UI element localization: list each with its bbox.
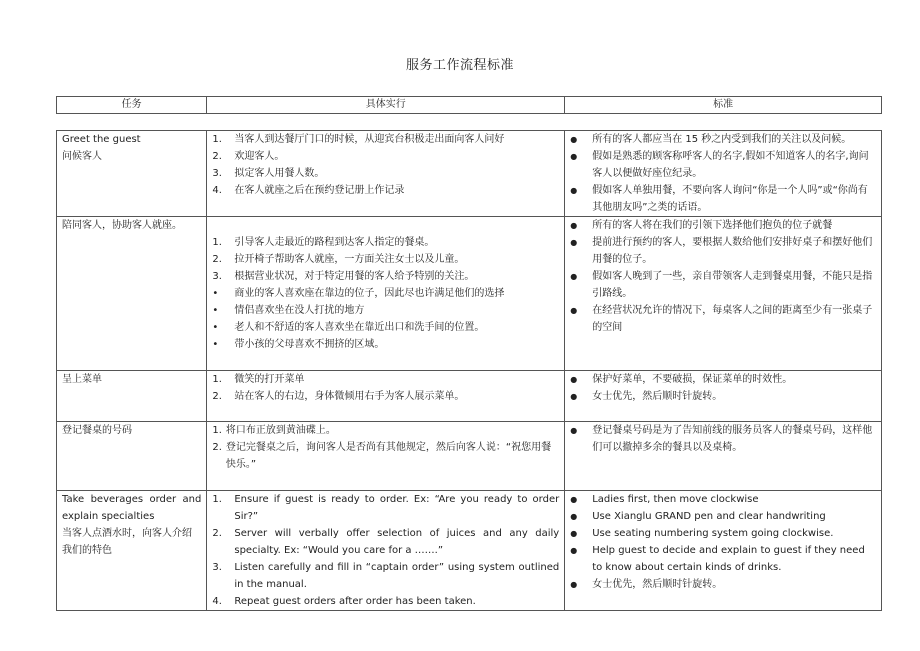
list-item: • 情侣喜欢坐在没人打扰的地方 <box>212 305 365 316</box>
bullet-icon <box>570 576 592 593</box>
list-item: ● Use seating numbering system going clockwise. <box>570 525 876 542</box>
list-item: • 商业的客人喜欢座在靠边的位子，因此尽也许满足他们的选择 <box>212 288 505 299</box>
bullet-icon <box>570 268 592 302</box>
list-item: 2. 站在客人的右边，身体微倾用右手为客人展示菜单。 <box>212 391 465 402</box>
list-item: ● 在经营状况允许的情况下，每桌客人之间的距离至少有一张桌子的空间 <box>570 302 876 336</box>
header-standard: 标准 <box>565 97 882 114</box>
document-title: 服务工作流程标准 <box>405 58 514 73</box>
list-item: 4. 在客人就座之后在预约登记册上作记录 <box>212 185 405 196</box>
list-item: ● 假如是熟悉的顾客称呼客人的名字,假如不知道客人的名字,询问客人以便做好座位纪录。 <box>570 148 876 182</box>
steps-cell <box>207 422 565 491</box>
list-item: ● 假如客人晚到了一些，亲自带领客人走到餐桌用餐，不能只是指引路线。 <box>570 268 876 302</box>
task-text: 陪同客人，协助客人就座。 <box>62 220 182 231</box>
task-cell <box>57 491 207 611</box>
header-table <box>56 96 882 114</box>
list-item: ● 提前进行预约的客人，要根据人数给他们安排好桌子和摆好他们用餐的位子。 <box>570 234 876 268</box>
list-item: ● Ladies first, then move clockwise <box>570 491 876 508</box>
task-text: 登记餐桌的号码 <box>62 425 132 436</box>
list-item: 1. Ensure if guest is ready to order. Ex: “Are you ready to order Sir?” <box>212 494 560 522</box>
standards-cell <box>565 422 882 491</box>
steps-cell <box>207 217 565 371</box>
bullet-icon <box>570 508 592 525</box>
list-item: 1. 将口布正放到黄油碟上。 <box>212 425 336 436</box>
procedure-table <box>56 130 882 611</box>
list-item: ● Use Xianglu GRAND pen and clear handwriting <box>570 508 876 525</box>
list-item: ● 所有的客人都应当在 15 秒之内受到我们的关注以及问候。 <box>570 131 876 148</box>
list-item: 1. 引导客人走最近的路程到达客人指定的餐桌。 <box>212 237 435 248</box>
task-text: 呈上菜单 <box>62 374 102 385</box>
list-item: ● 假如客人单独用餐，不要向客人询问“你是一个人吗”或“你尚有其他朋友吗”之类的话语。 <box>570 182 876 216</box>
bullet-icon <box>570 182 592 216</box>
list-item: 3. 根据营业状况，对于特定用餐的客人给予特别的关注。 <box>212 271 475 282</box>
table-row <box>57 422 882 491</box>
task-cell <box>57 371 207 422</box>
task-cell <box>57 217 207 371</box>
bullet-icon <box>570 234 592 268</box>
standards-cell <box>565 491 882 611</box>
table-row <box>57 131 882 217</box>
list-item: 2. 登记完餐桌之后，询问客人是否尚有其他规定，然后向客人说：“祝您用餐快乐。” <box>212 442 552 470</box>
list-item: 4. Repeat guest orders after order has been taken. <box>212 596 476 607</box>
bullet-icon <box>570 388 592 405</box>
task-cell <box>57 131 207 217</box>
bullet-icon <box>570 422 592 456</box>
header-implementation: 具体实行 <box>207 97 565 114</box>
list-item: 1. 当客人到达餐厅门口的时候，从迎宾台积极走出面向客人问好 <box>212 134 505 145</box>
task-text: 当客人点酒水时，向客人介绍我们的特色 <box>62 528 192 556</box>
bullet-icon <box>570 131 592 148</box>
list-item: ● 登记餐桌号码是为了告知前线的服务员客人的餐桌号码，这样他们可以撤掉多余的餐具以及桌椅。 <box>570 422 876 456</box>
bullet-icon <box>570 371 592 388</box>
list-item: ● 所有的客人将在我们的引领下选择他们抱负的位子就餐 <box>570 217 876 234</box>
header-task: 任务 <box>57 97 207 114</box>
bullet-icon <box>570 491 592 508</box>
list-item: ● 女士优先，然后顺时针旋转。 <box>570 388 876 405</box>
task-text: 问候客人 <box>62 151 102 162</box>
bullet-icon <box>570 525 592 542</box>
standards-cell <box>565 217 882 371</box>
steps-cell <box>207 371 565 422</box>
bullet-icon <box>570 148 592 182</box>
task-cell <box>57 422 207 491</box>
list-item: ● Help guest to decide and explain to guest if they need to know about certain kinds of drinks. <box>570 542 876 576</box>
list-item: • 老人和不舒适的客人喜欢坐在靠近出口和洗手间的位置。 <box>212 322 485 333</box>
task-text: Take beverages order and explain specialties <box>62 494 202 522</box>
list-item: ● 女士优先，然后顺时针旋转。 <box>570 576 876 593</box>
standards-cell <box>565 371 882 422</box>
bullet-icon <box>570 217 592 234</box>
list-item: 2. 欢迎客人。 <box>212 151 285 162</box>
list-item: 3. 拟定客人用餐人数。 <box>212 168 325 179</box>
list-item: ● 保护好菜单，不要破损，保证菜单的时效性。 <box>570 371 876 388</box>
list-item: • 带小孩的父母喜欢不拥挤的区域。 <box>212 339 385 350</box>
list-item: 1. 微笑的打开菜单 <box>212 374 305 385</box>
standards-cell <box>565 131 882 217</box>
list-item: 2. 拉开椅子帮助客人就座，一方面关注女士以及儿童。 <box>212 254 465 265</box>
table-row <box>57 217 882 371</box>
list-item: 3. Listen carefully and fill in “captain order” using system outlined in the manual. <box>212 562 560 590</box>
table-row <box>57 491 882 611</box>
steps-cell <box>207 491 565 611</box>
task-text: Greet the guest <box>62 134 141 145</box>
list-item: 2. Server will verbally offer selection of juices and any daily specialty. Ex: “Would you care for a …….” <box>212 528 560 556</box>
table-row <box>57 371 882 422</box>
steps-cell <box>207 131 565 217</box>
bullet-icon <box>570 302 592 336</box>
bullet-icon <box>570 542 592 576</box>
